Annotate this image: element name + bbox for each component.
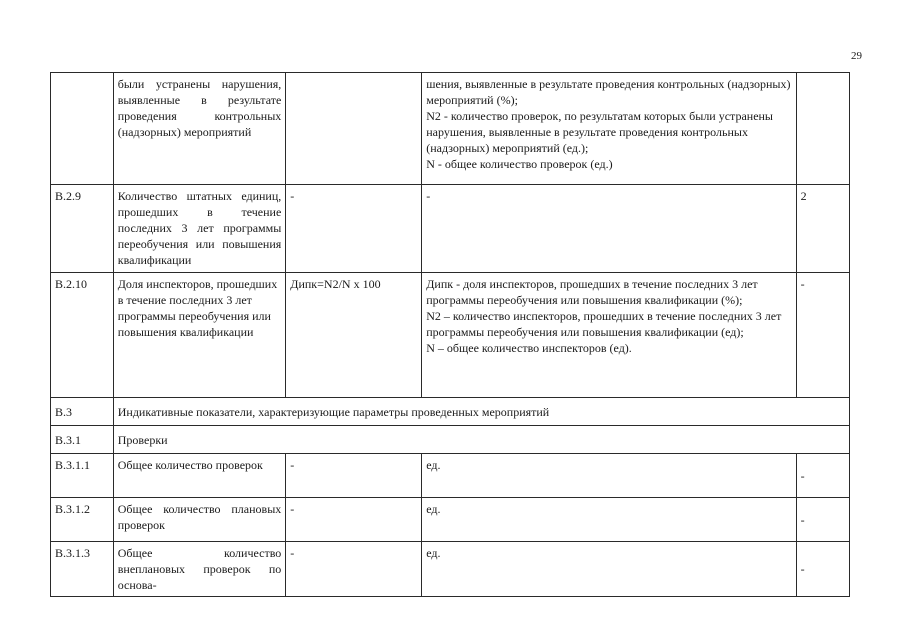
cell-name: Доля инспекторов, прошедших в течение последних 3 лет программы переобучения или повышения квалификации (113, 273, 286, 398)
cell-formula: - (286, 542, 422, 597)
cell-formula: - (286, 454, 422, 498)
cell-code (51, 73, 114, 185)
description-text: Дипк - доля инспекторов, прошедших в течение последних 3 лет программы переобучения или повышения квалификации (%); N2 – количество инспекторов, прошедших в течение последних 3 лет программы переобучения или повышения квалификации (ед); N – общее количество инспекторов (ед). (426, 277, 782, 355)
table-row (51, 73, 850, 185)
cell-formula: - (286, 498, 422, 542)
section-row (51, 398, 850, 426)
cell-code: В.3.1.2 (51, 498, 114, 542)
section-code: В.3.1 (51, 426, 114, 454)
cell-description (422, 273, 796, 398)
cell-code: В.3.1.3 (51, 542, 114, 597)
table-row (51, 273, 850, 398)
section-title: Индикативные показатели, характеризующие параметры проведенных мероприятий (113, 398, 849, 426)
indicators-table (50, 72, 850, 597)
cell-value: 2 (796, 185, 849, 273)
cell-description: ед. (422, 498, 796, 542)
table-row (51, 498, 850, 542)
cell-value: - (796, 454, 849, 498)
table-row (51, 542, 850, 597)
cell-value (796, 73, 849, 185)
cell-code: В.3.1.1 (51, 454, 114, 498)
section-title: Проверки (113, 426, 849, 454)
section-code: В.3 (51, 398, 114, 426)
section-row (51, 426, 850, 454)
cell-name: Общее количество проверок (113, 454, 286, 498)
table-row (51, 185, 850, 273)
cell-description: ед. (422, 454, 796, 498)
cell-value: - (796, 542, 849, 597)
cell-formula: - (286, 185, 422, 273)
cell-description: - (422, 185, 796, 273)
table-row (51, 454, 850, 498)
cell-value: - (796, 273, 849, 398)
cell-code: В.2.9 (51, 185, 114, 273)
cell-name: были устранены нарушения, выявленные в результате проведения контрольных (надзорных) мероприятий (113, 73, 286, 185)
cell-name: Общее количество внеплановых проверок по основа- (113, 542, 286, 597)
cell-formula: Дипк=N2/N x 100 (286, 273, 422, 398)
page-number: 29 (851, 50, 862, 62)
cell-name: Количество штатных единиц, прошедших в течение последних 3 лет программы переобучения или повышения квалификации (113, 185, 286, 273)
cell-description (422, 73, 796, 185)
cell-name: Общее количество плановых проверок (113, 498, 286, 542)
cell-formula (286, 73, 422, 185)
cell-description: ед. (422, 542, 796, 597)
cell-code: В.2.10 (51, 273, 114, 398)
description-text: шения, выявленные в результате проведения контрольных (надзорных) мероприятий (%); N2 - количество проверок, по результатам которых были устранены нарушения, выявленные в результате проведения контрольных (надзорных) мероприятий (ед.); N - общее количество проверок (ед.) (426, 77, 791, 171)
cell-value: - (796, 498, 849, 542)
